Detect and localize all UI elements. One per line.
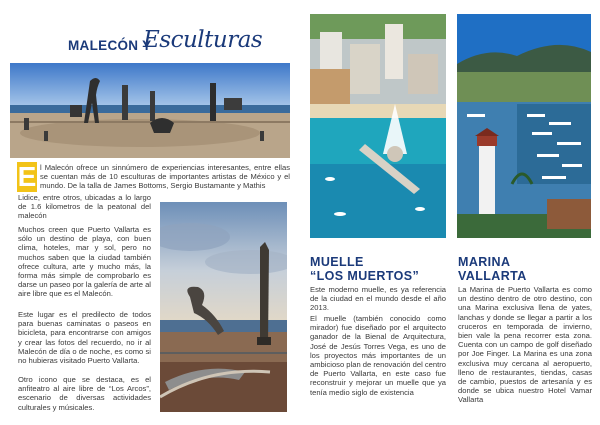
malecon-intro: l Malecón ofrece un sinnúmero de experiencias interesantes, entre ellas se cuentan más de 10 esculturas de importantes artistas de México y el mundo. De la talla de James Bottoms, Sergio Bustamante y Mathis xyxy=(40,163,290,191)
page-title-script: Esculturas xyxy=(143,27,263,53)
marina-vallarta-photo xyxy=(457,14,591,238)
marina-paragraph-1: La Marina de Puerto Vallarta es como un destino dentro de otro destino, con una Marina exclusiva llena de yates, lanchas y donde se llegar a partir a los cruceros en temporada de invierno, bien vale la pena recorrer esta zona. Cuenta con un campo de golf diseñado por Joe Finger. La Marina es una zona exclusiva muy cercana al aeropuerto, lleno de restaurantes, tiendas, casas de cambio, puestos de artesanía y es donde se ubica nuestro Hotel Vamar Vallarta xyxy=(458,285,592,405)
muelle-los-muertos-photo xyxy=(310,14,446,238)
malecon-sculptures-photo xyxy=(10,63,290,158)
marina-title-line2: VALLARTA xyxy=(458,269,527,283)
malecon-paragraph-3: Este lugar es el predilecto de todos para buenas caminatas o paseos en bicicleta, para encontrarse con amigos y crear las fotos del recuerdo, no ir al Malecón de día o de noche, es como si no hubieras visitado Puerto Vallarta. xyxy=(18,310,151,366)
marina-title xyxy=(458,255,592,283)
muelle-paragraph-2: El muelle (también conocido como mirador) fue diseñado por el arquitecto ganador de la Bienal de Arquitectura, José de Jesús Torres Vega, es uno de los proyectos más importantes de un ambicioso plan de renovación del centro de Puerto Vallarta, en este caso fue reconstruir y mejorar un muelle que ya tenía medio siglo de existencia xyxy=(310,314,446,397)
muelle-title-line1: MUELLE xyxy=(310,255,364,269)
dropcap-letter: E xyxy=(17,161,37,192)
malecon-paragraph-1: Lidice, entre otros, ubicadas a lo largo de 1.6 kilometros de la peatonal del malecón xyxy=(18,193,151,221)
muelle-title xyxy=(310,255,450,283)
marina-title-line1: MARINA xyxy=(458,255,511,269)
page-title: MALECÓN Y xyxy=(68,38,152,53)
malecon-paragraph-2: Muchos creen que Puerto Vallarta es sólo un destino de playa, con buen clima, hoteles, mar y sol, pero no muchos saben que la ciudad también ofrece cultura, arte y mucho más, la forma más simple de comprobarlo es darse un paseo por la galería de arte al aire libre que es el Malecón. xyxy=(18,225,151,299)
muelle-title-line2: “LOS MUERTOS” xyxy=(310,269,420,283)
muelle-paragraph-1: Este moderno muelle, es ya referencia de la ciudad en el mundo desde el año 2013. xyxy=(310,285,446,313)
malecon-paragraph-4: Otro icono que se destaca, es el anfiteatro al aire libre de “Los Arcos”, escenario de diversas actividades culturales y músicales. xyxy=(18,375,151,412)
malecon-sunset-sculpture-photo xyxy=(160,202,287,412)
